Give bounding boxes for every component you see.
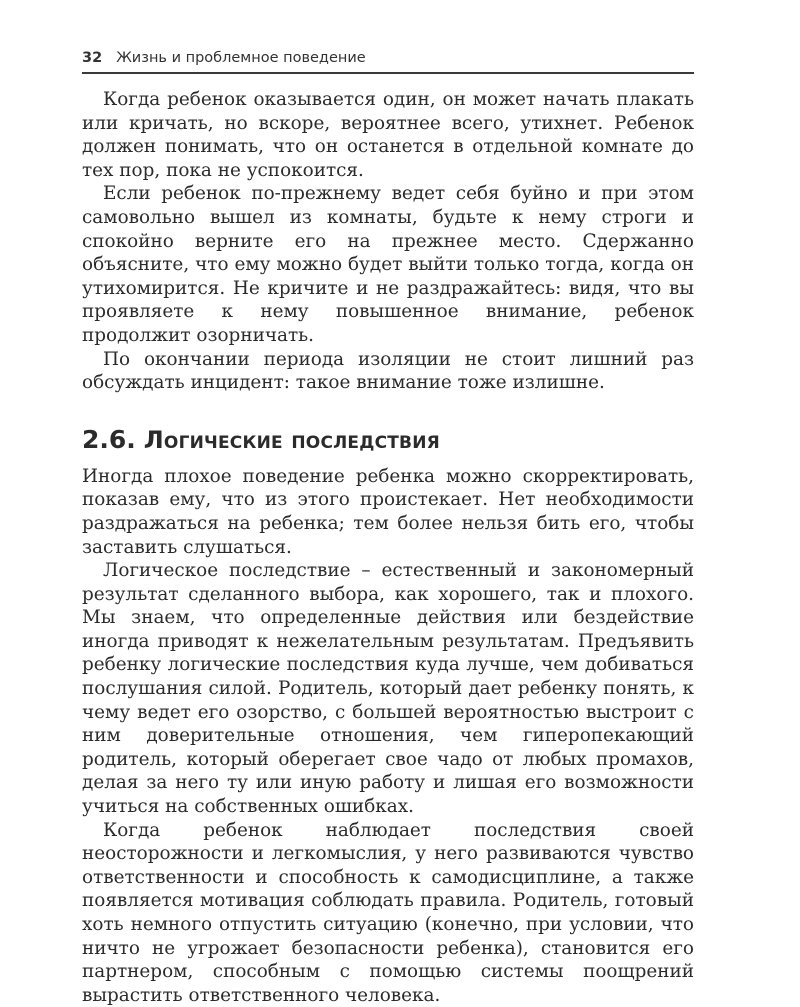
paragraph: Когда ребенок наблюдает последствия своей неосторожности и легкомыслия, у него развиваются чувство ответственности и способность к самодисциплине, а также появляется мотивация соблюдать правила. Родитель, готовый хоть немного отпустить ситуацию (конечно, при условии, что ничто не угрожает безопасности ребенка), становится его партнером, способным с помощью системы поощрений вырастить ответственного человека. xyxy=(82,819,694,1006)
chapter-title: Жизнь и проблемное поведение xyxy=(116,50,366,66)
paragraph: Если ребенок по-прежнему ведет себя буйно и при этом самовольно вышел из комнаты, будьте к нему строги и спокойно верните его на прежнее место. Сдержанно объясните, что ему можно будет выйти только тогда, когда он утихомирится. Не кричите и не раздражайтесь: видя, что вы проявляете к нему повышенное внимание, ребенок продолжит озорничать. xyxy=(82,183,694,346)
section-title: Логические последствия xyxy=(143,425,440,454)
section-number: 2.6. xyxy=(82,424,136,454)
paragraph: Когда ребенок оказывается один, он может начать плакать или кричать, но вскоре, вероятнее всего, утихнет. Ребенок должен понимать, что он останется в отдельной комнате до тех пор, пока не успокоится. xyxy=(82,89,694,181)
book-page xyxy=(82,50,694,1007)
paragraph: Логическое последствие – естественный и закономерный результат сделанного выбора, как хорошего, так и плохого. Мы знаем, что определенные действия или бездействие иногда приводят к нежелательным результатам. Предъявить ребенку логические последствия куда лучше, чем добиваться послушания силой. Родитель, который дает ребенку понять, к чему ведет его озорство, с большей вероятностью выстроит с ним доверительные отношения, чем гиперопекающий родитель, который оберегает свое чадо от любых промахов, делая за него ту или иную работу и лишая его возможности учиться на собственных ошибках. xyxy=(82,560,694,818)
paragraph: Иногда плохое поведение ребенка можно скорректировать, показав ему, что из этого проистекает. Нет необходимости раздражаться на ребенка; тем более нельзя бить его, чтобы заставить слушаться. xyxy=(82,465,694,558)
intro-text xyxy=(82,88,694,395)
page-number: 32 xyxy=(82,50,103,66)
section-heading xyxy=(82,425,694,455)
section-text xyxy=(82,465,694,1007)
running-head xyxy=(82,50,694,74)
paragraph: По окончании периода изоляции не стоит лишний раз обсуждать инцидент: такое внимание тоже излишне. xyxy=(82,348,694,394)
